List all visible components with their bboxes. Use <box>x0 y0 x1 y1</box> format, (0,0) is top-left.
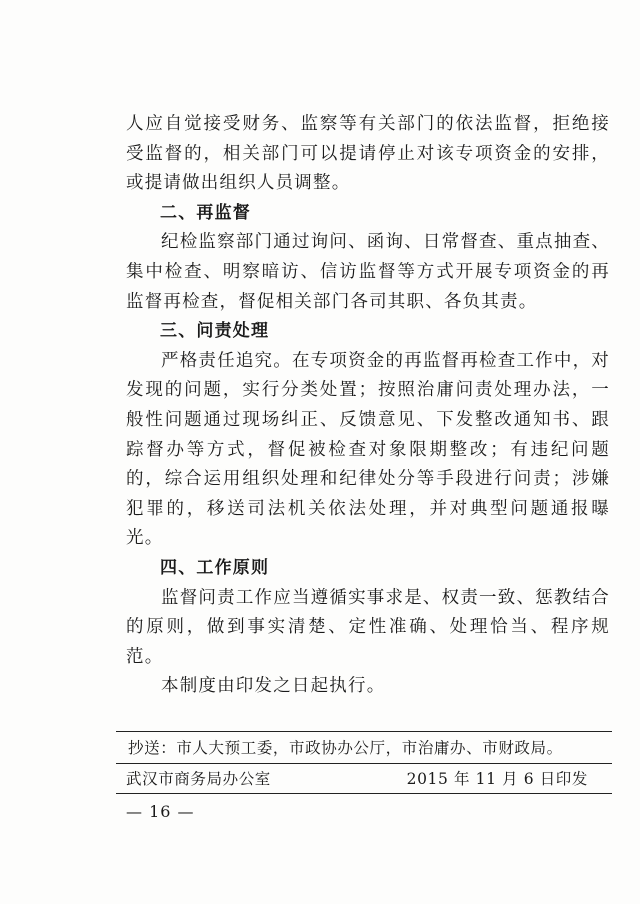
footer-divider-top <box>116 731 612 732</box>
paragraph-principles: 监督问责工作应当遵循实事求是、权责一致、惩教结合的原则，做到事实清楚、定性准确、处理恰当、程序规范。 <box>126 587 610 667</box>
section-heading-accountability: 三、问责处理 <box>160 321 270 342</box>
section-heading-principles: 四、工作原则 <box>160 557 270 578</box>
cc-label: 抄送： <box>128 739 177 757</box>
page-number: — 16 — <box>126 802 195 821</box>
footer-divider-bottom <box>116 793 612 794</box>
paragraph-re-supervision: 纪检监察部门通过询问、函询、日常督查、重点抽查、集中检查、明察暗访、信访监督等方式开展专项资金的再监督再检查，督促相关部门各司其职、各负其责。 <box>126 232 610 312</box>
cc-line <box>128 736 563 758</box>
issuing-office: 武汉市商务局办公室 <box>126 770 271 788</box>
footer-divider-middle <box>116 763 612 764</box>
section-heading-re-supervision: 二、再监督 <box>160 202 251 223</box>
paragraph-continued: 人应自觉接受财务、监察等有关部门的依法监督，拒绝接受监督的，相关部门可以提请停止对该专项资金的安排，或提请做出组织人员调整。 <box>126 114 610 194</box>
document-body <box>126 110 610 702</box>
cc-recipients: 市人大预工委，市政协办公厅，市治庸办、市财政局。 <box>176 739 563 757</box>
issue-date: 2015 年 11 月 6 日印发 <box>406 770 588 788</box>
paragraph-accountability: 严格责任追究。在专项资金的再监督再检查工作中，对发现的问题，实行分类处置；按照治庸问责处理办法，一般性问题通过现场纠正、反馈意见、下发整改通知书、跟踪督办等方式，督促被检查对象限期整改；有违纪问题的，综合运用组织处理和纪律处分等手段进行问责；涉嫌犯罪的，移送司法机关依法处理，并对典型问题通报曝光。 <box>126 350 610 549</box>
paragraph-effective-date: 本制度由印发之日起执行。 <box>161 676 386 697</box>
